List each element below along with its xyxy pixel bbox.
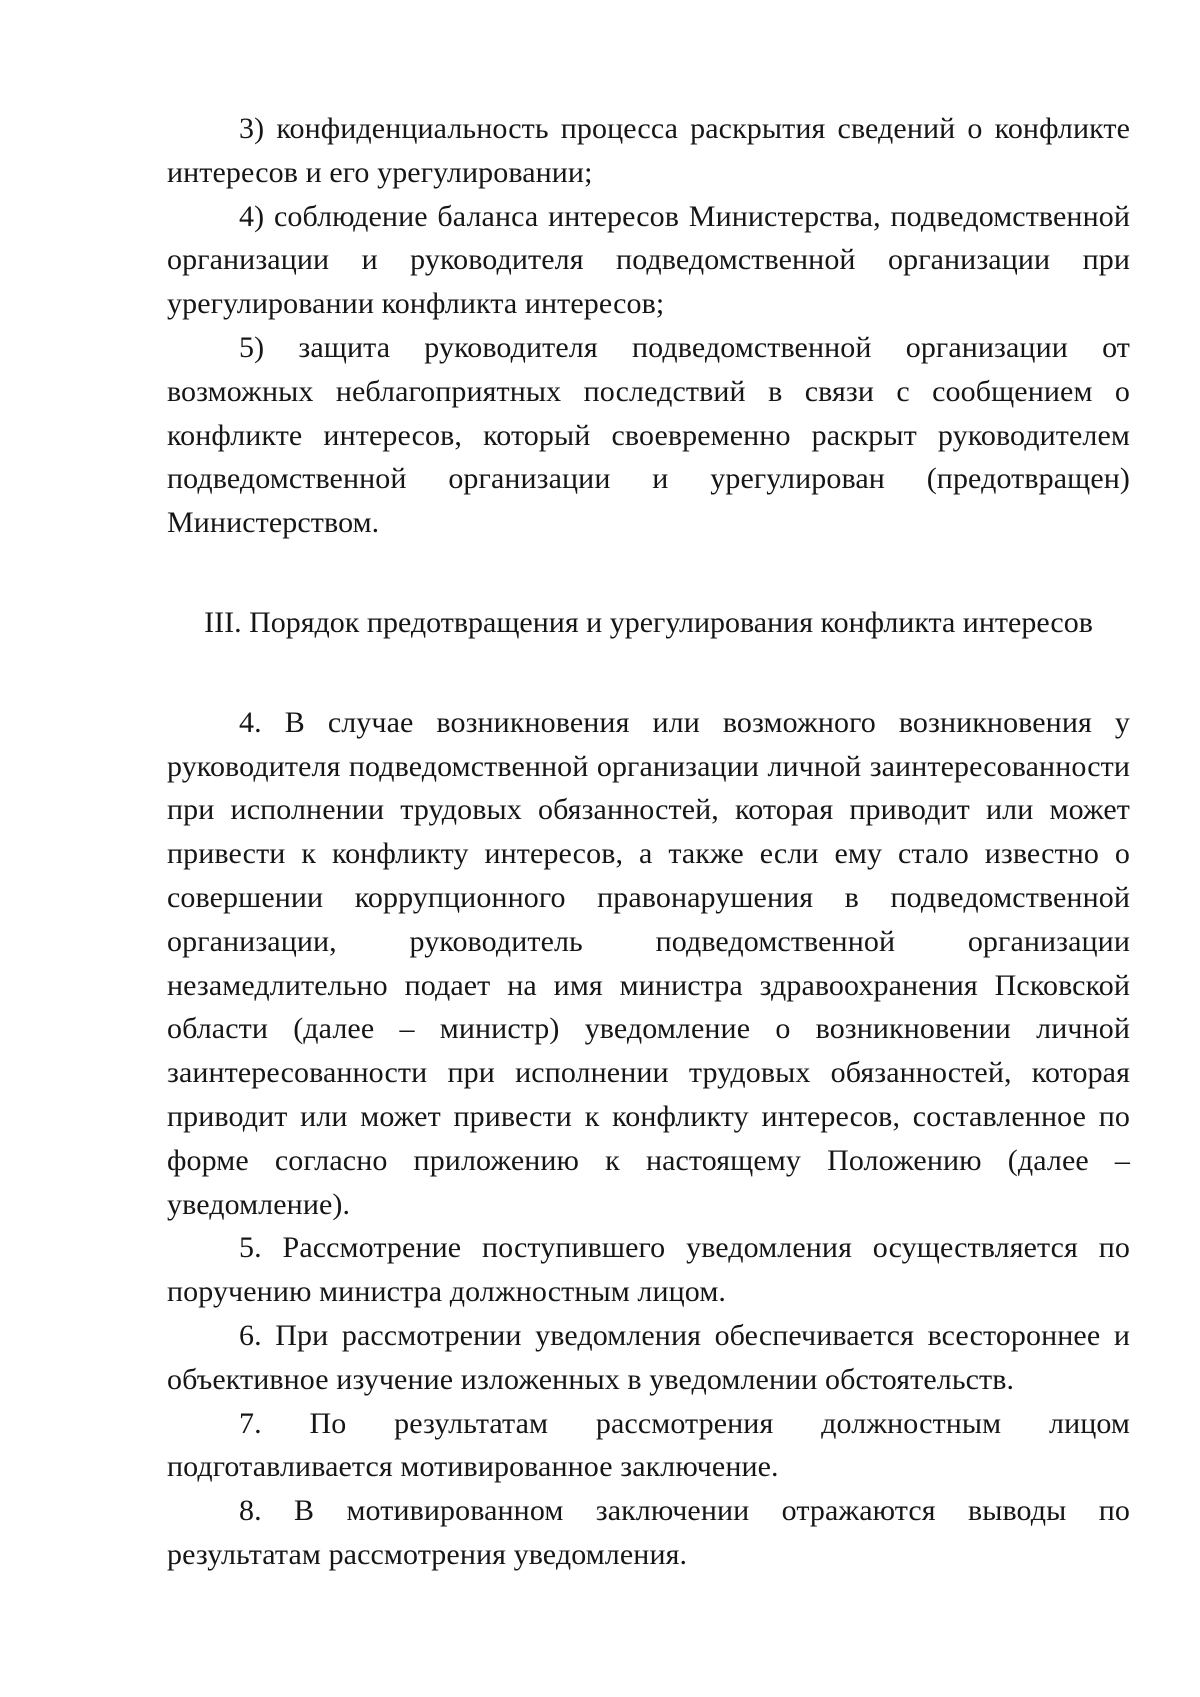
paragraph-item-5: 5) защита руководителя подведомственной организации от возможных неблагоприятных последствий в связи с сообщением о конфликте интересов, который своевременно раскрыт руководителем подведомственной организации и урегулирован (предотвращен) Министерством. <box>167 330 1130 540</box>
paragraph-clause-6: 6. При рассмотрении уведомления обеспечивается всестороннее и объективное изучение изложенных в уведомлении обстоятельств. <box>167 1318 1130 1396</box>
paragraph-clause-4: 4. В случае возникновения или возможного возникновения у руководителя подведомственной организации личной заинтересованности при исполнении трудовых обязанностей, которая приводит или может привести к конфликту интересов, а также если ему стало известно о совершении коррупционного правонарушения в подведомственной организации, руководитель подведомственной организации незамедлительно подает на имя министра здравоохранения Псковской области (далее – министр) уведомление о возникновении личной заинтересованности при исполнении трудовых обязанностей, которая приводит или может привести к конфликту интересов, составленное по форме согласно приложению к настоящему Положению (далее – уведомление). <box>167 705 1130 1221</box>
paragraph-clause-7: 7. По результатам рассмотрения должностным лицом подготавливается мотивированное заключение. <box>167 1406 1130 1484</box>
paragraph-clause-8: 8. В мотивированном заключении отражаются выводы по результатам рассмотрения уведомления. <box>167 1494 1130 1571</box>
document-body <box>167 107 1130 1577</box>
paragraph-item-3: 3) конфиденциальность процесса раскрытия сведений о конфликте интересов и его урегулировании; <box>167 112 1130 189</box>
paragraph-item-4: 4) соблюдение баланса интересов Министерства, подведомственной организации и руководителя подведомственной организации при урегулировании конфликта интересов; <box>167 199 1130 321</box>
paragraph-clause-5: 5. Рассмотрение поступившего уведомления осуществляется по поручению министра должностным лицом. <box>167 1231 1130 1309</box>
section-heading: III. Порядок предотвращения и урегулирования конфликта интересов <box>204 605 1093 639</box>
